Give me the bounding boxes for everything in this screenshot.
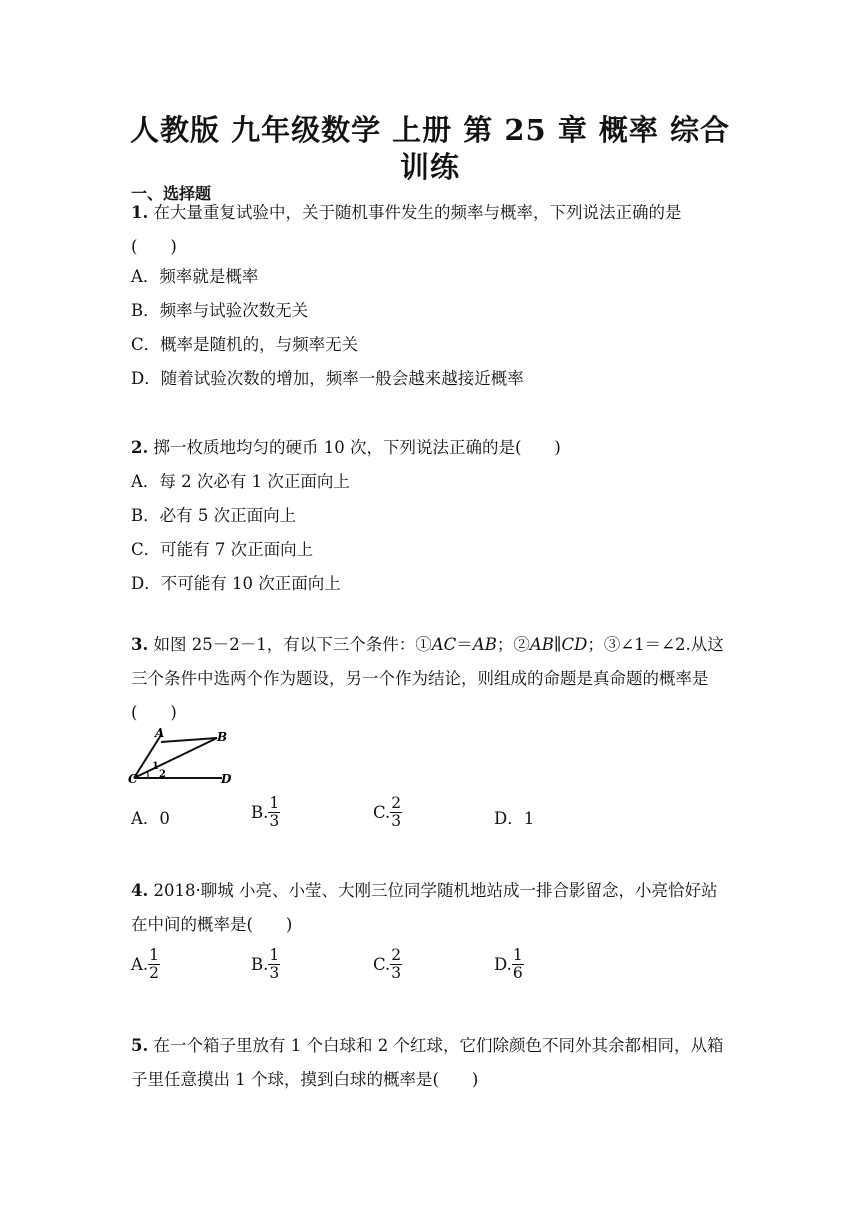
fraction — [148, 947, 160, 982]
numerator: 1 — [269, 946, 280, 964]
segment-ab: AB — [472, 635, 497, 654]
numerator: 1 — [149, 946, 160, 964]
segment-ac: AC — [431, 635, 457, 654]
option-label: C. — [373, 955, 391, 974]
numerator: 1 — [512, 946, 523, 964]
angle-label-1: 1 — [152, 761, 159, 772]
question-text-end: ；③∠1＝∠2.从这 — [587, 635, 724, 654]
question-3-line-3: ( ) — [131, 703, 177, 722]
question-1-line-2: ( ) — [131, 237, 177, 256]
option-label: A. — [131, 955, 149, 974]
question-number: 1. — [131, 203, 149, 222]
question-number: 3. — [131, 635, 149, 654]
fraction — [268, 947, 280, 982]
option-label: B. — [251, 955, 269, 974]
question-3-option-b — [251, 795, 280, 830]
question-text-sep: ；② — [496, 635, 530, 654]
question-4-line-1 — [131, 881, 717, 901]
denominator: 3 — [391, 964, 402, 982]
option-label: D. — [494, 955, 512, 974]
option-label: B. — [251, 803, 269, 822]
option-label: C. — [373, 803, 391, 822]
question-1-option-c: C．概率是随机的，与频率无关 — [131, 335, 359, 354]
question-number: 5. — [131, 1036, 149, 1055]
fraction — [268, 795, 280, 830]
fraction — [512, 947, 524, 982]
question-4-option-b — [251, 947, 280, 982]
question-number: 2. — [131, 438, 149, 457]
question-4-option-d — [494, 947, 524, 982]
vertex-label-d: D — [221, 772, 232, 785]
question-3-option-d: D．1 — [494, 809, 535, 828]
question-4-option-c — [373, 947, 402, 982]
question-2-option-d: D．不可能有 10 次正面向上 — [131, 574, 341, 593]
question-4-option-a — [131, 947, 160, 982]
equals-sign: ＝ — [456, 635, 473, 654]
numerator: 2 — [391, 946, 402, 964]
question-2-line-1 — [131, 438, 561, 458]
question-3-option-a: A．0 — [131, 809, 170, 828]
document-title-line-2: 训练 — [399, 150, 460, 184]
question-5-line-2: 子里任意摸出 1 个球，摸到白球的概率是( ) — [131, 1070, 479, 1089]
question-5-line-1 — [131, 1036, 723, 1056]
question-3-option-c — [373, 795, 402, 830]
question-text: 2018·聊城 小亮、小莹、大刚三位同学随机地站成一排合影留念，小亮恰好站 — [153, 881, 718, 900]
denominator: 6 — [512, 964, 523, 982]
question-2-option-a: A．每 2 次必有 1 次正面向上 — [131, 472, 350, 491]
angle-arc — [147, 771, 148, 778]
denominator: 3 — [269, 812, 280, 830]
vertex-label-b: B — [217, 730, 228, 744]
question-2-option-b: B．必有 5 次正面向上 — [131, 506, 297, 525]
denominator: 3 — [391, 812, 402, 830]
question-4-line-2: 在中间的概率是( ) — [131, 915, 293, 934]
question-2-option-c: C．可能有 7 次正面向上 — [131, 540, 314, 559]
question-3-line-1 — [131, 635, 724, 655]
question-1-option-a: A．频率就是概率 — [131, 267, 259, 286]
question-number: 4. — [131, 881, 149, 900]
vertex-label-a: A — [155, 727, 165, 740]
document-title-line-1: 人教版 九年级数学 上册 第 25 章 概率 综合 — [129, 113, 731, 147]
numerator: 2 — [391, 794, 402, 812]
question-text: 在一个箱子里放有 1 个白球和 2 个红球，它们除颜色不同外其余都相同，从箱 — [153, 1036, 724, 1055]
fraction — [390, 947, 402, 982]
question-3-line-2: 三个条件中选两个作为题设，另一个作为结论，则组成的命题是真命题的概率是 — [131, 669, 709, 688]
denominator: 2 — [149, 964, 160, 982]
denominator: 3 — [269, 964, 280, 982]
geometry-figure — [128, 727, 236, 785]
numerator: 1 — [269, 794, 280, 812]
question-1-option-d: D．随着试验次数的增加，频率一般会越来越接近概率 — [131, 369, 524, 388]
question-text: 如图 25－2－1，有以下三个条件：① — [153, 635, 432, 654]
fraction — [390, 795, 402, 830]
vertex-label-c: C — [128, 772, 138, 785]
parallel-condition: AB∥CD — [529, 635, 588, 654]
angle-label-2: 2 — [159, 769, 166, 780]
question-text: 掷一枚质地均匀的硬币 10 次，下列说法正确的是( ) — [153, 438, 561, 457]
question-1-option-b: B．频率与试验次数无关 — [131, 301, 309, 320]
question-text: 在大量重复试验中，关于随机事件发生的频率与概率，下列说法正确的是 — [153, 203, 682, 222]
question-1-line-1 — [131, 203, 681, 223]
section-heading: 一、选择题 — [131, 184, 212, 203]
